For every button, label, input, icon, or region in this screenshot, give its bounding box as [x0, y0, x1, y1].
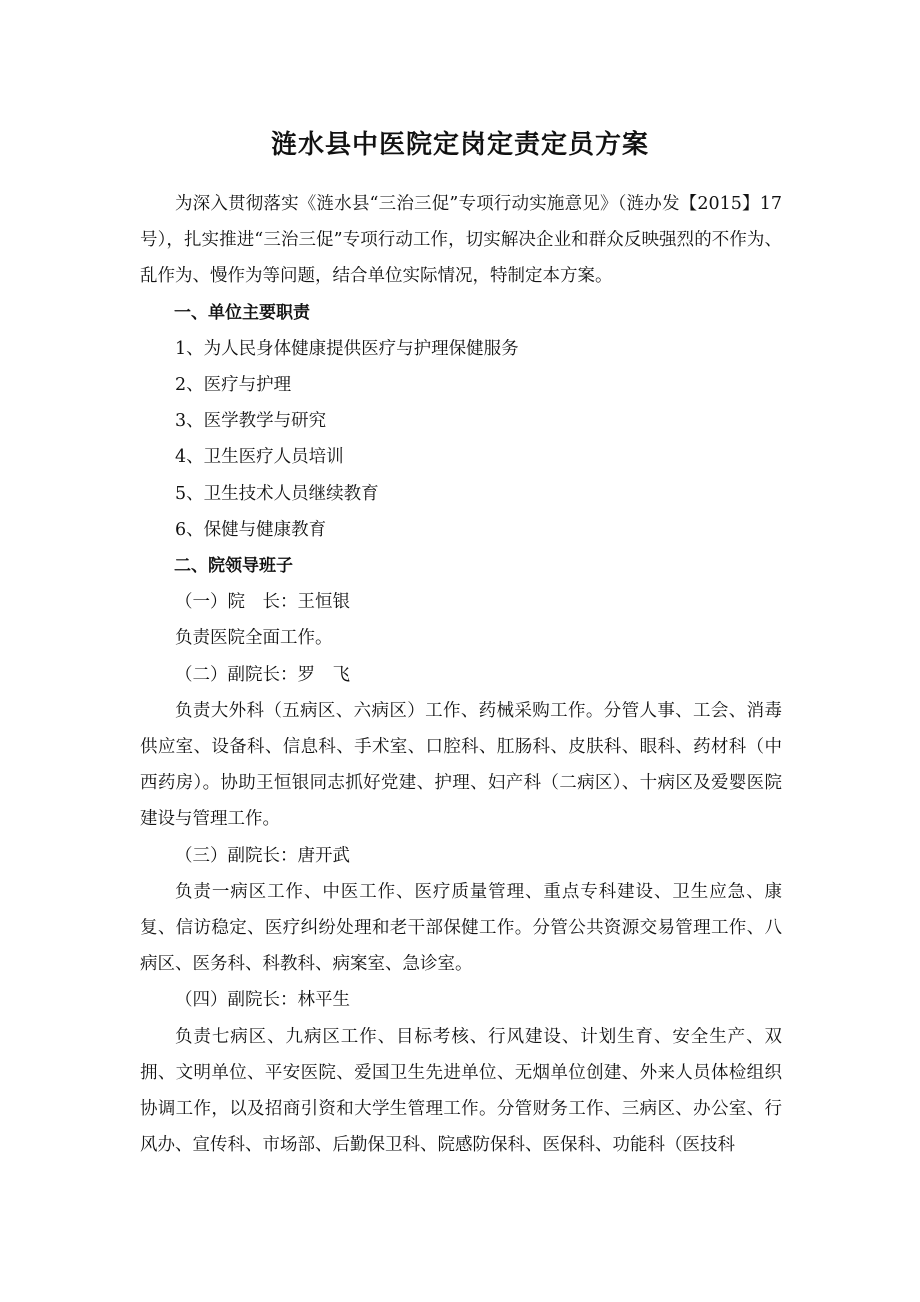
duty-item: 5、卫生技术人员继续教育 — [175, 483, 379, 504]
duty-item: 1、为人民身体健康提供医疗与护理保健服务 — [175, 338, 519, 359]
duty-item: 4、卫生医疗人员培训 — [175, 447, 344, 468]
leader-title: （二）副院长：罗 飞 — [175, 664, 350, 685]
duty-item: 6、保健与健康教育 — [175, 519, 327, 540]
document-body — [140, 186, 782, 1163]
leader-title: （三）副院长：唐开武 — [175, 845, 350, 866]
section-heading-duties: 一、单位主要职责 — [174, 302, 310, 323]
duty-item: 3、医学教学与研究 — [175, 411, 327, 432]
duty-item: 2、医疗与护理 — [175, 375, 292, 396]
leader-duty: 负责医院全面工作。 — [175, 628, 333, 649]
leader-title: （一）院 长：王恒银 — [175, 592, 350, 613]
section-heading-leadership: 二、院领导班子 — [174, 556, 293, 577]
leader-title: （四）副院长：林平生 — [175, 990, 350, 1011]
intro-paragraph: 为深入贯彻落实《涟水县“三治三促”专项行动实施意见》（涟办发【2015】17号），扎实推进“三治三促”专项行动工作，切实解决企业和群众反映强烈的不作为、乱作为、慢作为等问题，结合单位实际情况，特制定本方案。 — [140, 194, 782, 287]
leader-duty: 负责大外科（五病区、六病区）工作、药械采购工作。分管人事、工会、消毒供应室、设备科、信息科、手术室、口腔科、肛肠科、皮肤科、眼科、药材科（中西药房）。协助王恒银同志抓好党建、护理、妇产科（二病区）、十病区及爱婴医院建设与管理工作。 — [140, 700, 782, 830]
leader-duty: 负责七病区、九病区工作、目标考核、行风建设、计划生育、安全生产、双拥、文明单位、平安医院、爱国卫生先进单位、无烟单位创建、外来人员体检组织协调工作，以及招商引资和大学生管理工作。分管财务工作、三病区、办公室、行风办、宣传科、市场部、后勤保卫科、院感防保科、医保科、功能科（医技科 — [140, 1026, 782, 1156]
document-title: 涟水县中医院定岗定责定员方案 — [270, 130, 649, 160]
leader-duty: 负责一病区工作、中医工作、医疗质量管理、重点专科建设、卫生应急、康复、信访稳定、医疗纠纷处理和老干部保健工作。分管公共资源交易管理工作、八病区、医务科、科教科、病案室、急诊室。 — [140, 881, 782, 975]
